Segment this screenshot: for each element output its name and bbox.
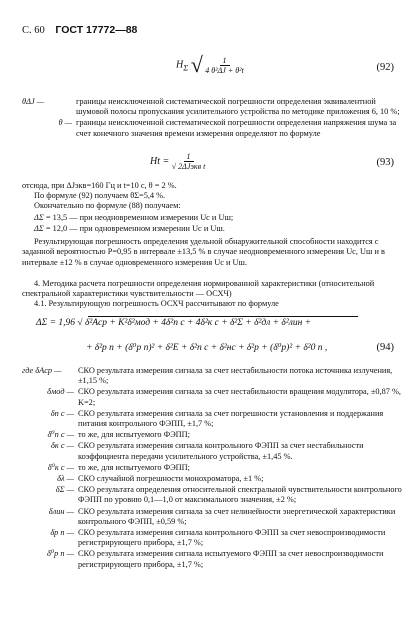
definitions-b: [22, 366, 404, 571]
equation-92: $Н_\Sigma$ √ $\frac{1}{\text{4 θ²ΔJ + θ²t}}$: [176, 52, 244, 77]
eq92-fraction: [205, 56, 244, 75]
eq94-line-2: + δ²р п + (δ⁰р п)² + δ²E + δ²п с + δ²нс + δ²р + (δ⁰р)² + δ²0 п ,: [86, 343, 328, 353]
definition-item: [22, 528, 404, 548]
equation-93: [150, 152, 205, 171]
delta-line-1: [34, 213, 233, 223]
definition-item: [22, 485, 404, 505]
def-text: границы неисключенной систематической погрешности определения эквивалентной шумовой полосы пропускания усилительного устройства по методике приложения 6, 10 %;: [76, 97, 400, 117]
def-text: СКО результата измерения сигнала за счет нестабильности вращения модулятора, ±0,87 %, K=2;: [78, 387, 402, 407]
eq93-num: 1: [184, 152, 194, 162]
eq92-number: (92): [376, 62, 394, 73]
def-symbol: δр п —: [50, 528, 74, 538]
def-text: СКО результата измерения сигнала контрольного ФЭПП за счет невоспроизводимости регистрирующего прибора, ±1,7 %;: [78, 528, 386, 548]
def-symbol: δ⁰п с —: [47, 430, 74, 440]
def-text: границы неисключенной систематической погрешности определения напряжения шума за счет конечного значения времени измерения определяют по формуле: [76, 118, 397, 138]
def-text: СКО результата измерения сигнала за счет нелинейности энергетической характеристики контрольного ФЭПП, ±0,59 %;: [78, 506, 396, 526]
paragraph-2: По формуле (92) получаем θΣ=5,4 %.: [34, 191, 166, 200]
def-text: СКО результата определения относительной спектральной чувствительности контрольного ФЭПП по уровню 0,1—1,0 от максимального значения, ±2 %;: [78, 485, 402, 505]
def-text: СКО результата измерения сигнала за счет нестабильности потока источника излучения, ±1,15 %;: [78, 366, 393, 386]
eq93-den: √ 2ΔJэкв t: [171, 162, 206, 171]
definition-item: [22, 118, 404, 138]
definition-item: [22, 366, 404, 386]
eq93-lhs: Нt =: [150, 155, 170, 167]
page-number: С. 60: [22, 25, 45, 36]
def-symbol: δлин —: [48, 506, 74, 516]
eq94-radical-bar: [88, 316, 358, 317]
eq93-number: (93): [376, 157, 394, 168]
definition-item: [22, 430, 404, 440]
page-header: [22, 24, 137, 36]
def-text: СКО результата измерения сигнала контрольного ФЭПП за счет нестабильности коэффициента передачи усилительного устройства, ±1,45 %.: [78, 441, 364, 461]
delta-text: = 13,5 — при неодновременном измерении Uс и Uш;: [45, 213, 234, 222]
def-symbol: δλ —: [57, 474, 74, 484]
definition-item: [22, 387, 404, 407]
def-symbol: δ⁰р п —: [46, 549, 74, 559]
eq92-lhs: Н: [176, 59, 184, 71]
paragraph-3: Окончательно по формуле (88) получаем:: [34, 201, 181, 210]
def-symbol: δ⁰к с —: [47, 462, 74, 472]
delta-line-2: [34, 224, 225, 234]
delta-text: = 12,0 — при одновременном измерении Uс и Uш.: [45, 224, 225, 233]
definition-item: [22, 409, 404, 429]
definition-item: [22, 474, 404, 484]
standard-code: ГОСТ 17772—88: [55, 24, 138, 36]
definition-item: [22, 507, 404, 527]
eq94-number: (94): [376, 342, 394, 353]
paragraph-5: 4. Методика расчета погрешности определения нормированной характеристики (относительной спектральной характеристики чувствительности — ОСХЧ): [22, 279, 375, 299]
delta-symbol: ΔΣ: [34, 213, 44, 222]
def-symbol: где δAср —: [22, 366, 62, 375]
def-symbol: δмод —: [47, 387, 74, 397]
definition-item: [22, 463, 404, 473]
definition-item: [22, 97, 404, 117]
def-text: СКО случайной погрешности монохроматора, ±1 %;: [78, 474, 264, 484]
eq93-fraction: [172, 152, 206, 171]
def-symbol: θΔJ —: [22, 97, 45, 106]
def-text: СКО результата измерения сигнала испытуемого ФЭПП за счет невоспроизводимости регистрирующего прибора, ±1,7 %;: [78, 549, 384, 569]
paragraph-4: Результирующая погрешность определения удельной обнаружительной способности находится с заданной вероятностью P=0,95 в интервале ±13,5 % в случае неодновременного измерения Uс, Uш и в интервале ±12 % в случае одновременного измерения Uс и Uш.: [22, 237, 385, 267]
eq92-den: 4 θ²ΔJ + θ²t: [205, 65, 244, 75]
delta-symbol: ΔΣ: [34, 224, 44, 233]
eq94-line-1: ΔΣ = 1,96 √ δ²Aср + K²δ²мод + 4δ²п с + 4δ²к с + δ²Σ + δ²дл + δ²лин +: [36, 318, 312, 328]
definition-item: [22, 441, 404, 461]
def-text: то же, для испытуемого ФЭПП;: [78, 430, 190, 440]
definition-item: [22, 549, 404, 569]
def-symbol: δп с —: [50, 408, 74, 418]
def-text: СКО результата измерения сигнала за счет погрешности установления и поддержания питания контрольного ФЭПП, ±1,7 %;: [78, 408, 384, 429]
eq92-sqrt: √: [190, 52, 203, 77]
paragraph-1: отсюда, при ΔJэкв=160 Гц и t=10 с, θ = 2 %.: [22, 181, 177, 190]
eq92-num: 1: [220, 56, 230, 66]
def-text: то же, для испытуемого ФЭПП;: [78, 462, 190, 472]
def-symbol: δΣ —: [55, 485, 74, 495]
paragraph-6: 4.1. Результирующую погрешность ОСХЧ рассчитывают по формуле: [34, 299, 279, 308]
def-symbol: θ —: [58, 118, 72, 128]
definitions-a: [22, 97, 404, 140]
def-symbol: δк с —: [51, 441, 74, 451]
